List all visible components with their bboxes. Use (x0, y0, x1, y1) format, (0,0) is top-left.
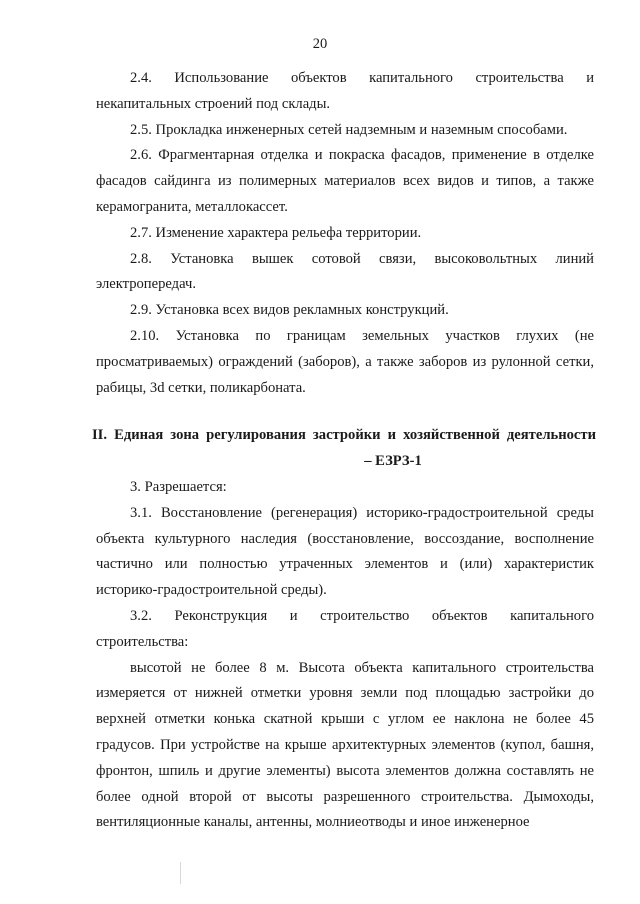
paragraph-2-7: 2.7. Изменение характера рельефа территории. (130, 224, 422, 241)
paragraph-2-10: 2.10. Установка по границам земельных участков глухих (не просматриваемых) ограждений (заборов), а также заборов из рулонной сетки, рабицы, 3d сетки, поликарбоната. (96, 327, 594, 396)
paragraph-2-5: 2.5. Прокладка инженерных сетей надземным и наземным способами. (130, 121, 568, 138)
section-heading-line-1: II. Единая зона регулирования застройки и хозяйственной деятельности (92, 427, 596, 444)
section-heading (92, 423, 596, 475)
paragraph-2-6: 2.6. Фрагментарная отделка и покраска фасадов, применение в отделке фасадов сайдинга из полимерных материалов всех видов и типов, а также керамогранита, металлокассет. (96, 147, 594, 215)
page-number: 20 (312, 36, 328, 52)
paragraph-3-2: 3.2. Реконструкция и строительство объектов капитального строительства: (96, 607, 594, 650)
paragraph-height-limits: высотой не более 8 м. Высота объекта капитального строительства измеряется от нижней отметки уровня земли под площадью застройки до верхней отметки конька скатной крыши с углом ее наклона не более 45 градусов. При устройстве на крыше архитектурных элементов (купол, башня, фронтон, шпиль и другие элементы) высота элементов должна составлять не более одной второй от высоты разрешенного строительства. Дымоходы, вентиляционные каналы, антенны, молниеотводы и иное инженерное (96, 659, 594, 831)
document-body (92, 66, 596, 836)
paragraph-2-4: 2.4. Использование объектов капитального строительства и некапитальных строений под склады. (96, 70, 594, 112)
paragraph-3-1: 3.1. Восстановление (регенерация) историко-градостроительной среды объекта культурного наследия (восстановление, воссоздание, восполнение частично или полностью утраченных элементов и (или) характеристик историко-градостроительной среды). (96, 504, 594, 599)
scan-artifact-line (180, 862, 181, 884)
paragraph-2-9: 2.9. Установка всех видов рекламных конструкций. (130, 302, 449, 319)
paragraph-2-8: 2.8. Установка вышек сотовой связи, высоковольтных линий электропередач. (96, 250, 594, 293)
paragraph-3: 3. Разрешается: (130, 478, 227, 495)
section-heading-line-2: – ЕЗРЗ-1 (364, 453, 422, 470)
